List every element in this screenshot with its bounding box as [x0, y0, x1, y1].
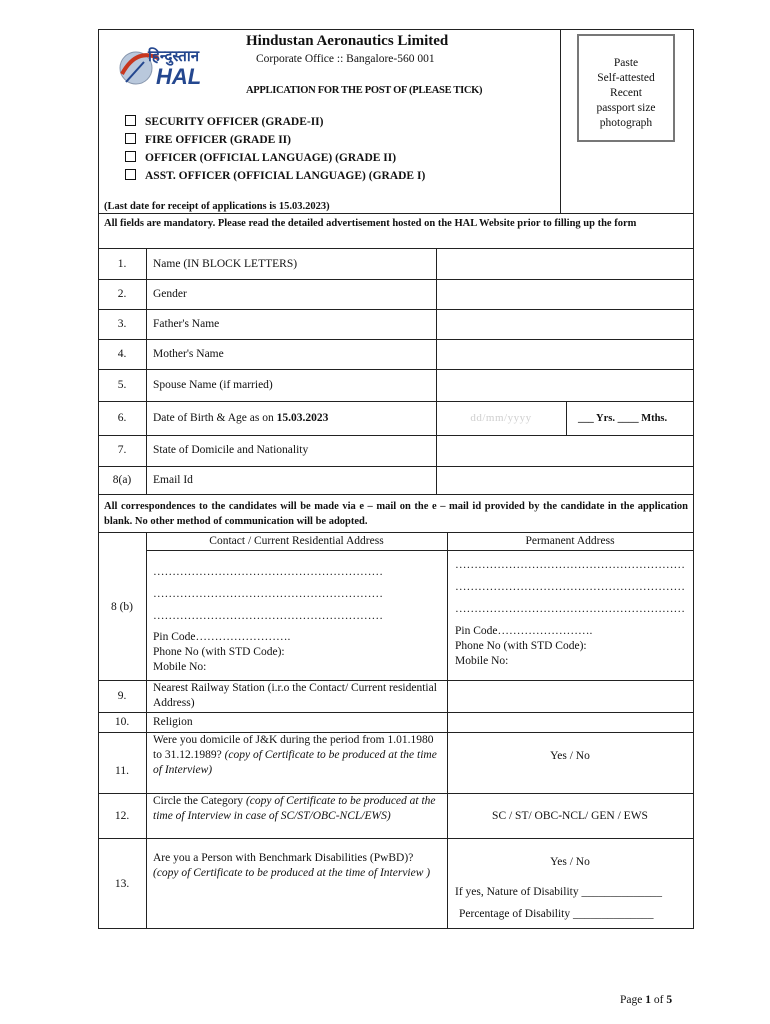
row-number: 6.: [117, 412, 127, 424]
page-current: 1: [645, 994, 651, 1006]
page-prefix: Page: [620, 994, 646, 1006]
row-number: 11.: [115, 765, 129, 777]
permanent-address-header: Permanent Address: [525, 535, 615, 547]
post-option-security-officer[interactable]: [125, 115, 323, 130]
jk-domicile-answer[interactable]: Yes / No: [550, 750, 590, 762]
application-title: APPLICATION FOR THE POST OF (PLEASE TICK): [246, 85, 483, 96]
disability-nature-field[interactable]: If yes, Nature of Disability ______________: [455, 886, 662, 898]
row-number: 12.: [114, 810, 130, 822]
page-of: of: [650, 994, 667, 1006]
spouse-name-input[interactable]: [438, 371, 692, 400]
row-number: 4.: [117, 348, 127, 360]
railway-station-input[interactable]: [449, 682, 692, 711]
company-name: Hindustan Aeronautics Limited: [246, 33, 449, 49]
photo-box-line: Self-attested: [597, 72, 655, 84]
last-date-note: (Last date for receipt of applications is 15.03.2023): [104, 201, 330, 212]
row-number: 10.: [114, 716, 130, 728]
row-label-jk-domicile: [153, 733, 441, 778]
post-option-asst-officer-official-language[interactable]: [125, 169, 425, 184]
photo-box[interactable]: [577, 34, 675, 142]
mobile-field: Mobile No:: [153, 661, 207, 673]
age-field[interactable]: ___ Yrs. ____ Mths.: [578, 413, 668, 424]
dob-reference-date: 15.03.2023: [276, 412, 329, 424]
category-question: Circle the Category: [153, 795, 246, 807]
row-label-category: [153, 794, 441, 824]
row-label-email: Email Id: [153, 474, 193, 486]
category-note: (copy of Certificate to be produced at the time of Interview in case of SC/ST/OBC-NCL/EWS): [153, 795, 436, 822]
post-checkbox[interactable]: [125, 115, 136, 126]
photo-box-line: Paste: [613, 57, 639, 69]
row-label-mothers-name: Mother's Name: [153, 348, 224, 360]
domicile-input[interactable]: [438, 437, 692, 465]
disability-percentage-field[interactable]: Percentage of Disability ______________: [459, 908, 654, 920]
hal-logo: [114, 44, 214, 90]
row-number: 2.: [117, 288, 127, 300]
pin-code-field: Pin Code…………………….: [153, 631, 291, 643]
row-label-dob: [153, 411, 328, 426]
row-label-name: Name (IN BLOCK LETTERS): [153, 258, 298, 270]
row-label-railway-station: Nearest Railway Station (i.r.o the Contact/ Current residential Address): [153, 682, 437, 709]
post-label: SECURITY OFFICER (GRADE-II): [145, 116, 324, 128]
pwbd-question: Are you a Person with Benchmark Disabilities (PwBD)?: [153, 852, 414, 864]
pin-code-field: Pin Code…………………….: [455, 625, 593, 637]
contact-address-field[interactable]: [153, 565, 443, 677]
page-number: [620, 993, 672, 1008]
mandatory-notice: All fields are mandatory. Please read the detailed advertisement hosted on the HAL Website prior to filling up the form: [104, 218, 637, 229]
email-notice: All correspondences to the candidates will be made via e – mail on the e – mail id provided by the candidate in the application blank. No other method of communication will be adopted.: [104, 501, 688, 527]
address-line: ……………………………………………………: [153, 566, 383, 578]
address-line: ……………………………………………………: [153, 588, 383, 600]
post-label: ASST. OFFICER (OFFICIAL LANGUAGE) (GRADE I): [145, 170, 426, 182]
phone-field: Phone No (with STD Code):: [153, 646, 285, 658]
jk-domicile-question: Were you domicile of J&K during the period from 1.01.1980 to 31.12.1989?: [153, 734, 434, 761]
mobile-field: Mobile No:: [455, 655, 509, 667]
photo-box-line: Recent: [610, 87, 642, 99]
post-checkbox[interactable]: [125, 133, 136, 144]
post-label: FIRE OFFICER (GRADE II): [145, 134, 291, 146]
logo-hal-text: HAL: [156, 64, 202, 89]
post-option-officer-official-language[interactable]: [125, 151, 396, 166]
row-number: 8 (b): [110, 601, 134, 613]
address-line: ……………………………………………………: [455, 581, 685, 593]
page-total: 5: [666, 994, 673, 1006]
email-input[interactable]: [438, 468, 692, 493]
dob-input[interactable]: dd/mm/yyyy: [470, 412, 532, 424]
row-label-spouse-name: Spouse Name (if married): [153, 379, 273, 391]
gender-input[interactable]: [438, 281, 692, 308]
post-checkbox[interactable]: [125, 151, 136, 162]
permanent-address-field[interactable]: [455, 558, 691, 670]
dob-label-text: Date of Birth & Age as on: [153, 412, 277, 424]
row-label-gender: Gender: [153, 288, 187, 300]
address-line: ……………………………………………………: [455, 603, 685, 615]
fathers-name-input[interactable]: [438, 311, 692, 338]
row-number: 1.: [117, 258, 127, 270]
post-option-fire-officer[interactable]: [125, 133, 291, 148]
row-label-fathers-name: Father's Name: [153, 318, 220, 330]
pwbd-answer[interactable]: Yes / No: [550, 856, 590, 868]
row-number: 13.: [114, 878, 130, 890]
row-number: 5.: [117, 379, 127, 391]
religion-input[interactable]: [449, 714, 692, 731]
photo-box-line: photograph: [599, 117, 653, 129]
name-input[interactable]: [438, 250, 692, 278]
photo-box-line: passport size: [596, 102, 656, 114]
row-number: 9.: [117, 690, 127, 702]
post-label: OFFICER (OFFICIAL LANGUAGE) (GRADE II): [145, 152, 397, 164]
category-options[interactable]: SC / ST/ OBC-NCL/ GEN / EWS: [492, 810, 648, 822]
office-address: Corporate Office :: Bangalore-560 001: [256, 53, 435, 65]
post-checkbox[interactable]: [125, 169, 136, 180]
row-number: 8(a): [112, 474, 132, 486]
pwbd-note: (copy of Certificate to be produced at the time of Interview ): [153, 867, 431, 879]
phone-field: Phone No (with STD Code):: [455, 640, 587, 652]
mothers-name-input[interactable]: [438, 341, 692, 368]
jk-domicile-note: (copy of Certificate to be produced at the time of Interview): [153, 749, 437, 776]
row-label-religion: Religion: [153, 716, 193, 728]
contact-address-header: Contact / Current Residential Address: [209, 535, 384, 547]
address-line: ……………………………………………………: [153, 610, 383, 622]
logo-hindi-text: हिन्दुस्तान: [148, 47, 200, 65]
row-label-domicile: State of Domicile and Nationality: [153, 444, 309, 456]
row-number: 7.: [117, 444, 127, 456]
row-number: 3.: [117, 318, 127, 330]
row-label-pwbd: [153, 851, 439, 881]
address-line: ……………………………………………………: [455, 559, 685, 571]
